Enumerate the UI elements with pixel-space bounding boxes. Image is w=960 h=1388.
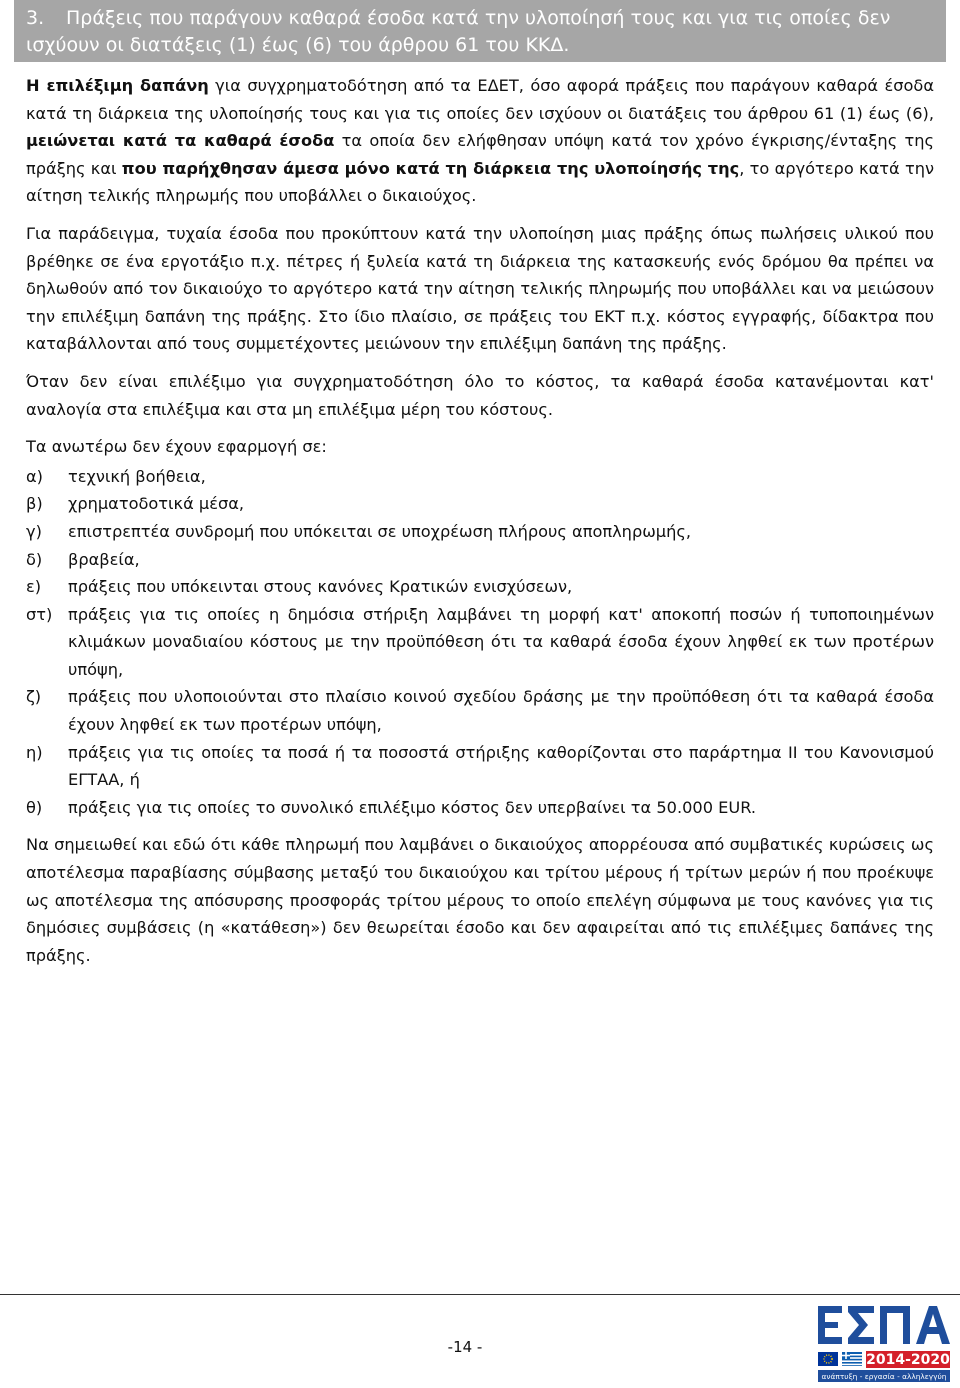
section-heading (14, 0, 946, 62)
footer-divider (0, 1294, 960, 1295)
list-marker: β) (26, 494, 43, 514)
text-run: για συγχρηματοδότηση από τα ΕΔΕΤ, όσο αφορά πράξεις που παράγουν καθαρά έσοδα κατά τη διάρκεια της υλοποίησής τους και για τις οποίες δεν ισχύουν οι διατάξεις του άρθρου 61 (1) έως (6), (26, 76, 934, 123)
list-marker: στ) (26, 604, 53, 624)
list-item (26, 739, 934, 794)
list-text: πράξεις για τις οποίες τα ποσά ή τα ποσοστά στήριξης καθορίζονται στο παράρτημα II του Κανονισμού ΕΓΤΑΑ, ή (68, 742, 934, 790)
list-text: πράξεις που υλοποιούνται στο πλαίσιο κοινού σχεδίου δράσης με την προϋπόθεση ότι τα καθαρά έσοδα έχουν ληφθεί εκ των προτέρων υπόψη, (68, 687, 934, 735)
paragraph-example: Για παράδειγμα, τυχαία έσοδα που προκύπτουν κατά την υλοποίηση μιας πράξης όπως πωλήσεις υλικού που βρέθηκε σε ένα εργοτάξιο π.χ. πέτρες ή ξυλεία κατά τη διάρκεια της κατασκευής ενός δρόμου θα πρέπει να δηλωθούν από τον δικαιούχο το αργότερο κατά την αίτηση τελικής πληρωμής που υποβάλλει και να μειώσουν την επιλέξιμη δαπάνη της πράξης. Στο ίδιο πλαίσιο, σε πράξεις του ΕΚΤ π.χ. κόστος εγγραφής, δίδακτρα που καταβάλλονται από τους συμμετέχοντες μειώνουν την επιλέξιμη δαπάνη της πράξης. (26, 223, 934, 354)
list-marker: ζ) (26, 687, 42, 707)
logo-slogan: ανάπτυξη - εργασία - αλληλεγγύη (821, 1372, 947, 1381)
list-marker: δ) (26, 549, 43, 569)
list-text: βραβεία, (68, 549, 140, 569)
list-item (26, 490, 934, 518)
paragraph-eligible-expenditure (26, 72, 934, 210)
document-body (26, 72, 934, 979)
list-marker: ε) (26, 577, 42, 597)
espa-logo-wordmark (818, 1306, 950, 1344)
list-marker: γ) (26, 521, 42, 541)
list-text: πράξεις για τις οποίες η δημόσια στήριξη λαμβάνει τη μορφή κατ' αποκοπή ποσών ή τυποποιημένων κλιμάκων μοναδιαίου κόστους με την προϋπόθεση ότι τα καθαρά έσοδα έχουν ληφθεί εκ των προτέρων υπόψη, (68, 604, 934, 679)
text-run: τα οποία δεν ελήφθησαν υπόψη κατά τον χρόνο έγκρισης/ένταξης της πράξης και (26, 131, 935, 178)
list-marker: θ) (26, 797, 43, 817)
section-number: 3. (26, 7, 45, 29)
list-item (26, 601, 934, 684)
paragraph-exceptions-intro: Τα ανωτέρω δεν έχουν εφαρμογή σε: (26, 437, 327, 457)
list-text: τεχνική βοήθεια, (68, 466, 206, 486)
text-run: , το αργότερο κατά την αίτηση τελικής πληρωμής που υποβάλλει ο δικαιούχος. (26, 158, 934, 206)
list-marker: η) (26, 742, 43, 762)
list-text: πράξεις που υπόκεινται στους κανόνες Κρατικών ενισχύσεων, (68, 577, 573, 597)
greek-flag-icon (842, 1352, 862, 1366)
list-item (26, 683, 934, 738)
list-text: χρηματοδοτικά μέσα, (68, 494, 245, 514)
paragraph-allocation: Όταν δεν είναι επιλέξιμο για συγχρηματοδότηση όλο το κόστος, τα καθαρά έσοδα κατανέμονται κατ' αναλογία στα επιλέξιμα και στα μη επιλέξιμα μέρη του κόστους. (26, 371, 934, 419)
eu-flag-icon (818, 1352, 838, 1366)
list-text: πράξεις για τις οποίες το συνολικό επιλέξιμο κόστος δεν υπερβαίνει τα 50.000 EUR. (68, 797, 757, 817)
list-item (26, 573, 934, 601)
list-item (26, 794, 934, 822)
exceptions-list (26, 463, 934, 822)
list-marker: α) (26, 466, 43, 486)
espa-logo (816, 1300, 952, 1384)
bold-phrase: Η επιλέξιμη δαπάνη (26, 76, 209, 95)
logo-years: 2014-2020 (866, 1352, 950, 1368)
list-text: επιστρεπτέα συνδρομή που υπόκειται σε υποχρέωση πλήρους αποπληρωμής, (68, 521, 691, 541)
bold-phrase: που παρήχθησαν άμεσα μόνο κατά τη διάρκεια της υλοποίησής της (121, 158, 740, 178)
list-item (26, 546, 934, 574)
section-title: Πράξεις που παράγουν καθαρά έσοδα κατά την υλοποίησή τους και για τις οποίες δεν ισχύουν οι διατάξεις (1) έως (6) του άρθρου 61 του ΚΚΔ. (26, 7, 891, 56)
list-item (26, 518, 934, 546)
paragraph-contractual-penalties: Να σημειωθεί και εδώ ότι κάθε πληρωμή που λαμβάνει ο δικαιούχος απορρέουσα από συμβατικές κυρώσεις ως αποτέλεσμα παραβίασης σύμβασης μεταξύ του δικαιούχου και τρίτου μέρους ή τρίτων μερών ή που προέκυψε ως αποτέλεσμα της απόσυρσης προσφοράς τρίτου μέρους το οποίο επελέγη σύμφωνα με τους κανόνες για τις δημόσιες συμβάσεις (η «κατάθεση») δεν θεωρείται έσοδο και δεν αφαιρείται από τις επιλέξιμες δαπάνες της πράξης. (26, 835, 934, 965)
page-number: -14 - (447, 1338, 483, 1356)
list-item (26, 463, 934, 491)
bold-phrase: μειώνεται κατά τα καθαρά έσοδα (26, 131, 335, 151)
